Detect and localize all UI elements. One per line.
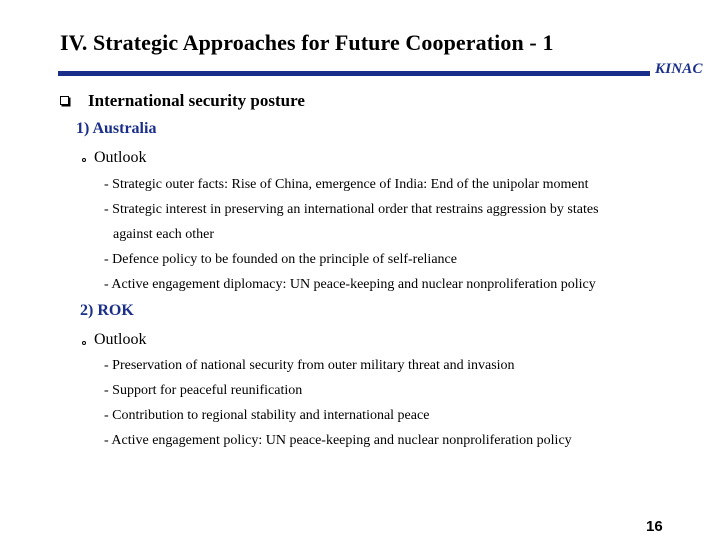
rok-item-2: - Support for peaceful reunification (104, 383, 303, 398)
country-label-australia: 1) Australia (76, 120, 157, 137)
slide-title: IV. Strategic Approaches for Future Cooperation - 1 (60, 30, 554, 55)
section-heading: International security posture (88, 91, 305, 110)
outlook-label-rok: Outlook (94, 331, 147, 348)
australia-item-2: - Strategic interest in preserving an international order that restrains aggression by states (104, 202, 599, 217)
square-bullet-icon (60, 96, 69, 105)
kinac-logo: KINAC (655, 61, 703, 77)
title-underline (58, 71, 650, 76)
rok-item-4: - Active engagement policy: UN peace-keeping and nuclear nonproliferation policy (104, 433, 572, 448)
australia-item-3: - Defence policy to be founded on the principle of self-reliance (104, 252, 457, 267)
australia-item-4: - Active engagement diplomacy: UN peace-keeping and nuclear nonproliferation policy (104, 277, 596, 292)
australia-item-1: - Strategic outer facts: Rise of China, emergence of India: End of the unipolar moment (104, 177, 589, 192)
circle-bullet-icon (82, 158, 86, 162)
australia-item-2-continued: against each other (113, 227, 215, 242)
outlook-label-australia: Outlook (94, 149, 147, 166)
circle-bullet-icon (82, 341, 86, 345)
page-number: 16 (646, 518, 663, 535)
rok-item-3: - Contribution to regional stability and international peace (104, 408, 430, 423)
rok-item-1: - Preservation of national security from outer military threat and invasion (104, 358, 515, 373)
country-label-rok: 2) ROK (80, 302, 134, 319)
